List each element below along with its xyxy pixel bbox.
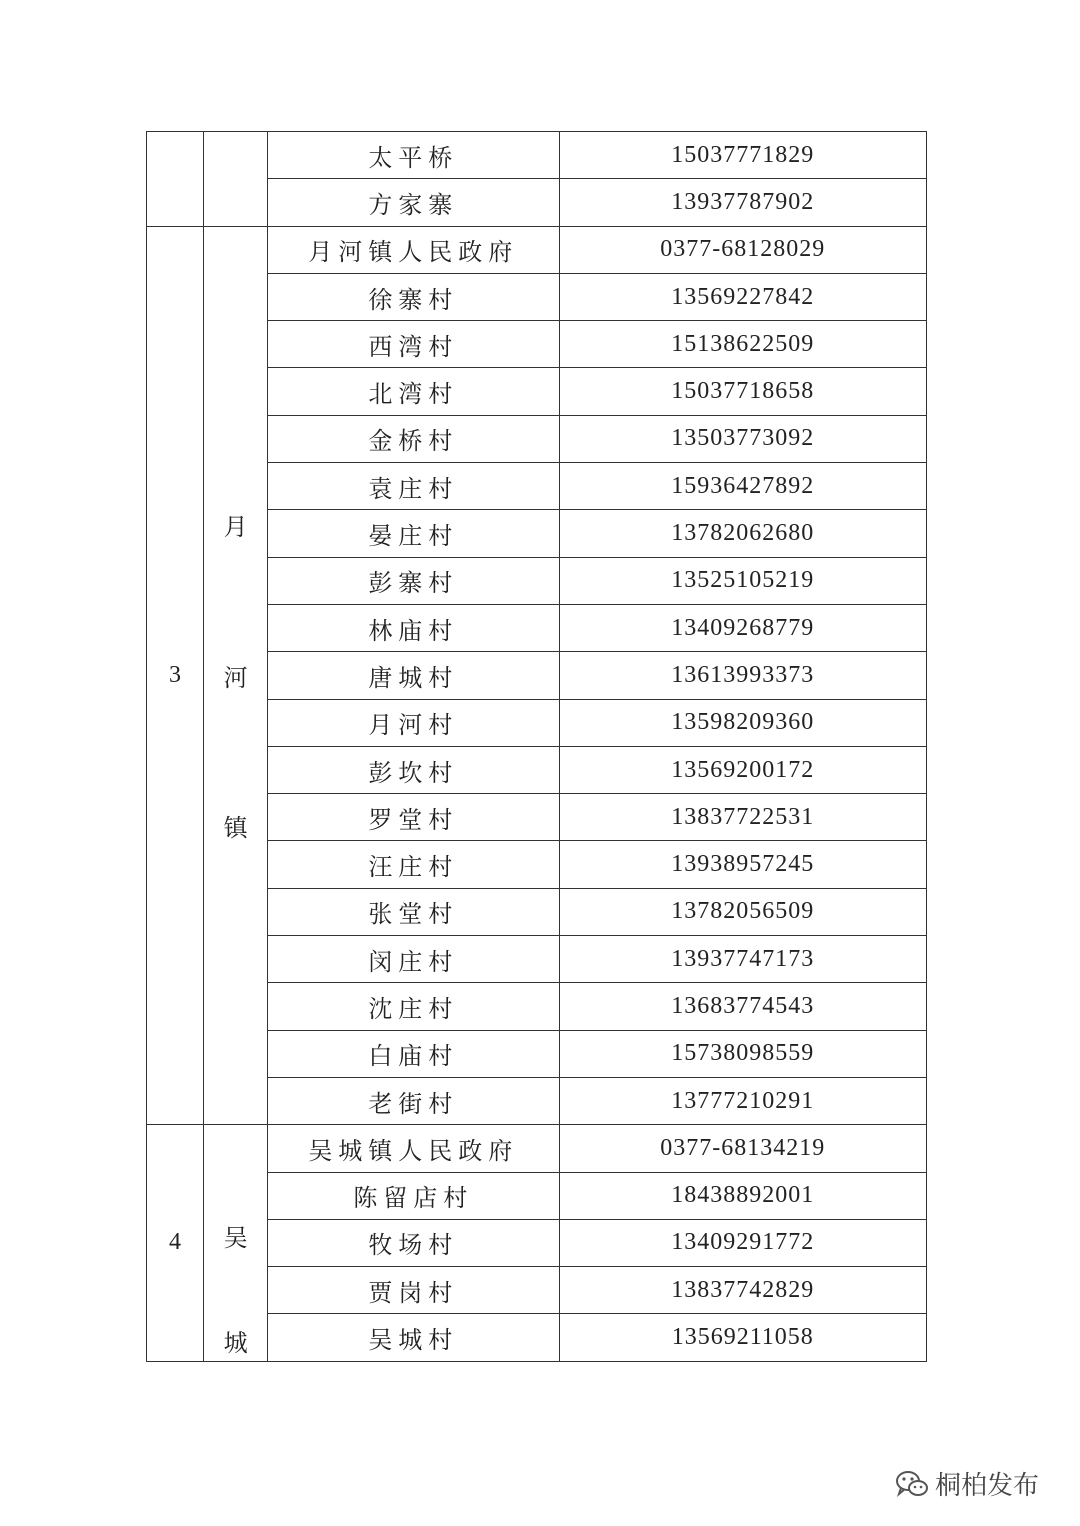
town-char: 河 (223, 663, 248, 692)
village-name-cell: 太平桥 (268, 132, 559, 179)
phone-number-cell: 13569227842 (559, 273, 927, 320)
village-name-cell: 月河镇人民政府 (268, 226, 559, 273)
village-name-cell: 彭坎村 (268, 746, 559, 793)
contact-table (146, 131, 927, 1362)
phone-number-cell: 13409291772 (559, 1219, 927, 1266)
village-name-cell: 彭寨村 (268, 557, 559, 604)
wechat-icon (895, 1469, 929, 1499)
village-name-cell: 袁庄村 (268, 463, 559, 510)
phone-number-cell: 13503773092 (559, 415, 927, 462)
phone-number-cell: 13569200172 (559, 746, 927, 793)
phone-number-cell: 15138622509 (559, 321, 927, 368)
village-name-cell: 方家寨 (268, 179, 559, 226)
phone-number-cell: 13409268779 (559, 604, 927, 651)
group-index-cell (147, 132, 204, 227)
town-char: 吴 (223, 1223, 248, 1252)
phone-number-cell: 13938957245 (559, 841, 927, 888)
village-name-cell: 林庙村 (268, 604, 559, 651)
phone-number-cell: 13598209360 (559, 699, 927, 746)
phone-number-cell: 13569211058 (559, 1314, 927, 1361)
village-name-cell: 徐寨村 (268, 273, 559, 320)
watermark (895, 1465, 1039, 1502)
town-name-cell (204, 226, 268, 1125)
village-name-cell: 唐城村 (268, 652, 559, 699)
village-name-cell: 金桥村 (268, 415, 559, 462)
village-name-cell: 北湾村 (268, 368, 559, 415)
phone-number-cell: 13613993373 (559, 652, 927, 699)
village-name-cell: 西湾村 (268, 321, 559, 368)
phone-number-cell: 15936427892 (559, 463, 927, 510)
phone-number-cell: 13782062680 (559, 510, 927, 557)
phone-number-cell: 15037771829 (559, 132, 927, 179)
phone-number-cell: 13937747173 (559, 936, 927, 983)
village-name-cell: 吴城村 (268, 1314, 559, 1361)
group-index-cell: 4 (147, 1125, 204, 1361)
phone-number-cell: 0377-68128029 (559, 226, 927, 273)
phone-number-cell: 15738098559 (559, 1030, 927, 1077)
town-name-cell (204, 1125, 268, 1361)
town-name-cell (204, 132, 268, 227)
phone-number-cell: 13937787902 (559, 179, 927, 226)
phone-number-cell: 13777210291 (559, 1077, 927, 1124)
village-name-cell: 老街村 (268, 1077, 559, 1124)
phone-number-cell: 18438892001 (559, 1172, 927, 1219)
village-name-cell: 白庙村 (268, 1030, 559, 1077)
town-char: 城 (223, 1328, 248, 1357)
village-name-cell: 陈留店村 (268, 1172, 559, 1219)
table-row (147, 1125, 927, 1172)
village-name-cell: 吴城镇人民政府 (268, 1125, 559, 1172)
village-name-cell: 晏庄村 (268, 510, 559, 557)
village-name-cell: 罗堂村 (268, 794, 559, 841)
village-name-cell: 张堂村 (268, 888, 559, 935)
group-index-cell: 3 (147, 226, 204, 1125)
watermark-text: 桐柏发布 (935, 1471, 1040, 1501)
phone-number-cell: 13525105219 (559, 557, 927, 604)
phone-number-cell: 13683774543 (559, 983, 927, 1030)
village-name-cell: 汪庄村 (268, 841, 559, 888)
town-char: 镇 (223, 814, 248, 843)
village-name-cell: 沈庄村 (268, 983, 559, 1030)
phone-number-cell: 13837742829 (559, 1267, 927, 1314)
village-name-cell: 月河村 (268, 699, 559, 746)
phone-number-cell: 0377-68134219 (559, 1125, 927, 1172)
village-name-cell: 牧场村 (268, 1219, 559, 1266)
town-char: 月 (223, 513, 248, 542)
phone-number-cell: 15037718658 (559, 368, 927, 415)
village-name-cell: 贾岗村 (268, 1267, 559, 1314)
village-name-cell: 闵庄村 (268, 936, 559, 983)
table-row (147, 226, 927, 273)
table-row (147, 132, 927, 179)
phone-number-cell: 13782056509 (559, 888, 927, 935)
phone-number-cell: 13837722531 (559, 794, 927, 841)
